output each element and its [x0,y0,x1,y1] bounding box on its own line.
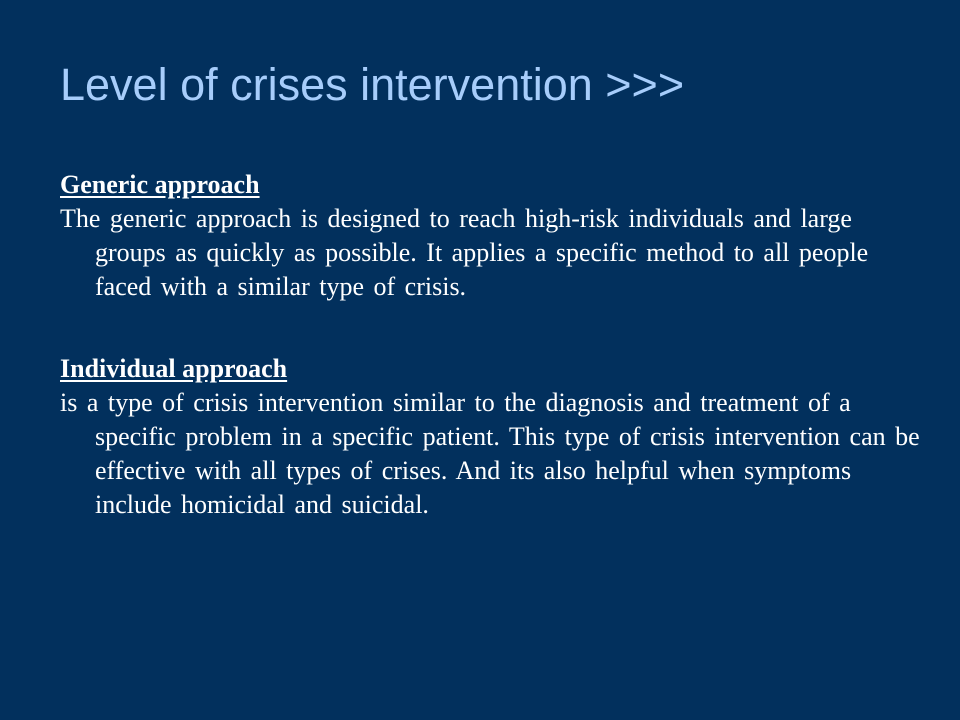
section-heading: Generic approach [60,170,260,199]
section-spacer [60,304,920,352]
section-generic-approach [60,168,920,304]
section-heading: Individual approach [60,354,288,383]
slide-body [60,168,920,522]
section-text: The generic approach is designed to reach high-risk individuals and large groups as quickly as possible. It applies a specific method to all people faced with a similar type of crisis. [60,204,869,301]
slide-title: Level of crises intervention >>> [60,59,685,110]
section-text: is a type of crisis intervention similar to the diagnosis and treatment of a specific problem in a specific patient. This type of crisis intervention can be effective with all types of crises. And its also helpful when symptoms include homicidal and suicidal. [60,388,920,519]
section-individual-approach [60,352,920,522]
